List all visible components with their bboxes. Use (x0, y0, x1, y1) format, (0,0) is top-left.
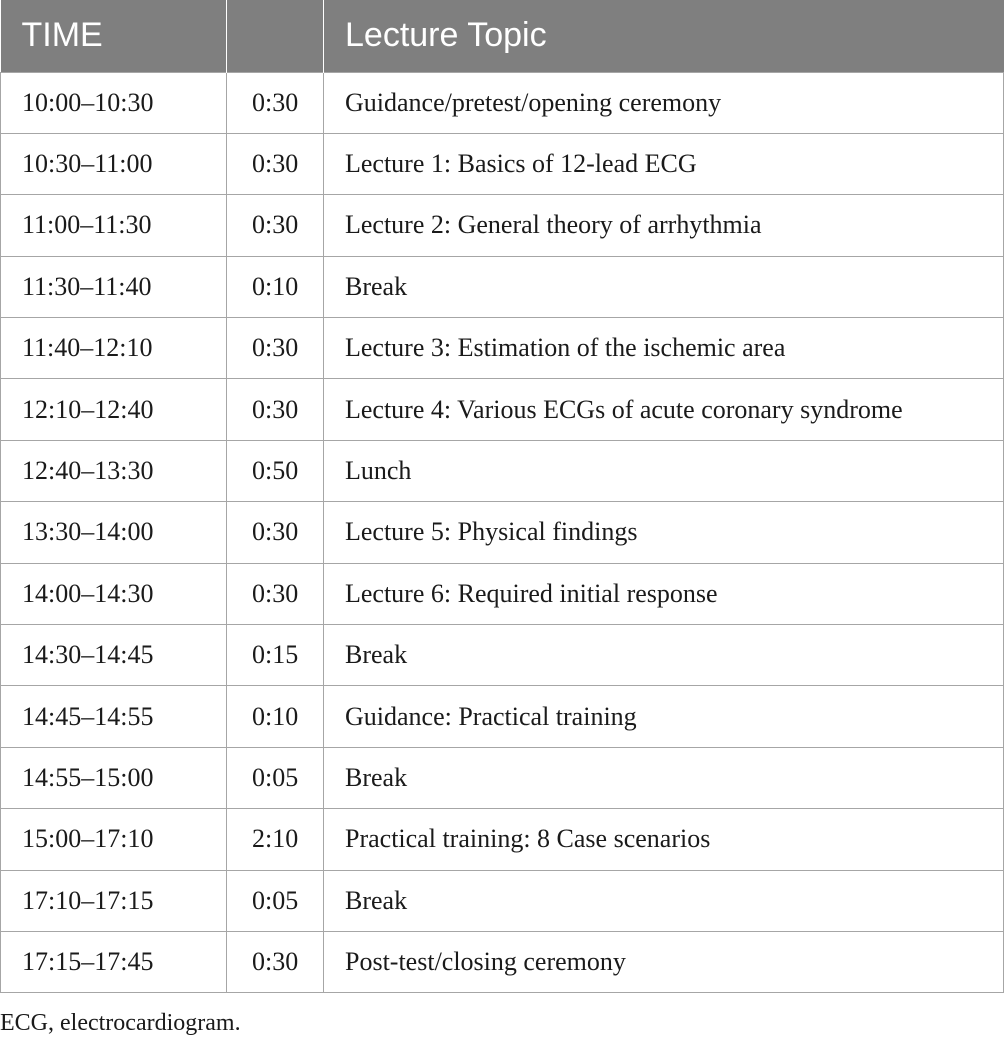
topic-cell: Lecture 1: Basics of 12-lead ECG (324, 133, 1004, 194)
topic-cell: Break (324, 747, 1004, 808)
table-body (1, 72, 1004, 993)
table-row (1, 133, 1004, 194)
time-cell: 10:30–11:00 (1, 133, 227, 194)
time-cell: 14:55–15:00 (1, 747, 227, 808)
time-cell: 17:15–17:45 (1, 931, 227, 992)
topic-cell: Lecture 3: Estimation of the ischemic area (324, 318, 1004, 379)
duration-cell: 0:30 (227, 195, 324, 256)
header-duration (227, 0, 324, 72)
table-row (1, 870, 1004, 931)
topic-cell: Lunch (324, 440, 1004, 501)
table-row (1, 809, 1004, 870)
duration-cell: 0:30 (227, 318, 324, 379)
duration-cell: 0:30 (227, 379, 324, 440)
duration-cell: 0:30 (227, 72, 324, 133)
time-cell: 11:00–11:30 (1, 195, 227, 256)
time-cell: 10:00–10:30 (1, 72, 227, 133)
topic-cell: Guidance/pretest/opening ceremony (324, 72, 1004, 133)
table-row (1, 379, 1004, 440)
time-cell: 12:40–13:30 (1, 440, 227, 501)
topic-cell: Lecture 2: General theory of arrhythmia (324, 195, 1004, 256)
topic-cell: Break (324, 256, 1004, 317)
topic-cell: Guidance: Practical training (324, 686, 1004, 747)
duration-cell: 0:30 (227, 502, 324, 563)
duration-cell: 0:30 (227, 931, 324, 992)
topic-cell: Lecture 4: Various ECGs of acute coronary syndrome (324, 379, 1004, 440)
topic-cell: Break (324, 625, 1004, 686)
header-time: TIME (1, 0, 227, 72)
table-header (1, 0, 1004, 72)
time-cell: 14:45–14:55 (1, 686, 227, 747)
duration-cell: 0:10 (227, 686, 324, 747)
time-cell: 11:30–11:40 (1, 256, 227, 317)
time-cell: 14:00–14:30 (1, 563, 227, 624)
duration-cell: 0:50 (227, 440, 324, 501)
table-footnote: ECG, electrocardiogram. (0, 1010, 241, 1036)
topic-cell: Post-test/closing ceremony (324, 931, 1004, 992)
table-row (1, 931, 1004, 992)
duration-cell: 0:05 (227, 870, 324, 931)
table-row (1, 440, 1004, 501)
topic-cell: Lecture 6: Required initial response (324, 563, 1004, 624)
duration-cell: 0:30 (227, 133, 324, 194)
header-topic: Lecture Topic (324, 0, 1004, 72)
table-row (1, 195, 1004, 256)
time-cell: 17:10–17:15 (1, 870, 227, 931)
duration-cell: 0:05 (227, 747, 324, 808)
duration-cell: 2:10 (227, 809, 324, 870)
time-cell: 13:30–14:00 (1, 502, 227, 563)
topic-cell: Break (324, 870, 1004, 931)
table-row (1, 625, 1004, 686)
table-row (1, 318, 1004, 379)
duration-cell: 0:30 (227, 563, 324, 624)
duration-cell: 0:10 (227, 256, 324, 317)
time-cell: 15:00–17:10 (1, 809, 227, 870)
header-row (1, 0, 1004, 72)
table-row (1, 747, 1004, 808)
table-row (1, 563, 1004, 624)
time-cell: 12:10–12:40 (1, 379, 227, 440)
duration-cell: 0:15 (227, 625, 324, 686)
table-row (1, 686, 1004, 747)
topic-cell: Practical training: 8 Case scenarios (324, 809, 1004, 870)
time-cell: 11:40–12:10 (1, 318, 227, 379)
table-row (1, 72, 1004, 133)
topic-cell: Lecture 5: Physical findings (324, 502, 1004, 563)
table-row (1, 256, 1004, 317)
time-cell: 14:30–14:45 (1, 625, 227, 686)
table-row (1, 502, 1004, 563)
